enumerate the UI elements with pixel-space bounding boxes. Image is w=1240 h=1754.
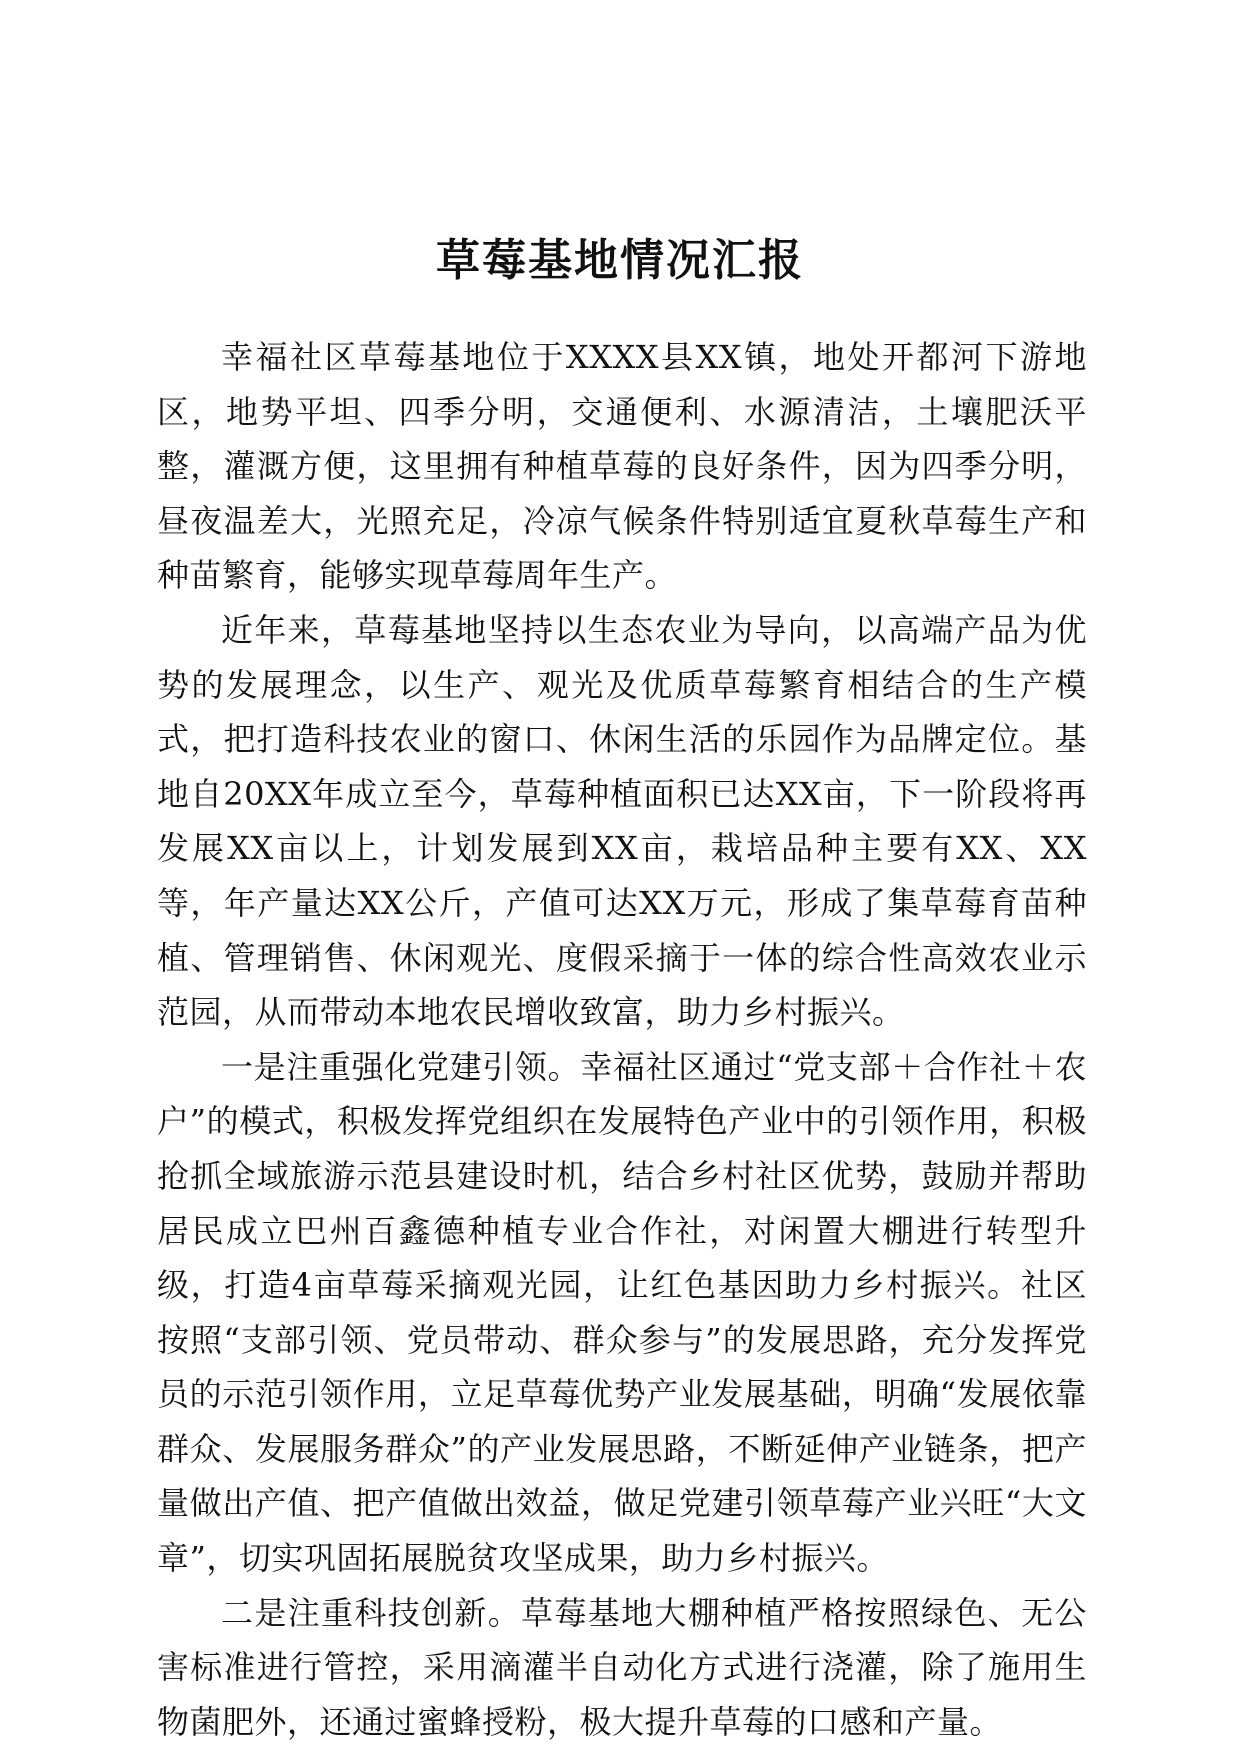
document-title: 草莓基地情况汇报 [436, 235, 804, 287]
paragraph-development: 近年来，草莓基地坚持以生态农业为导向，以高端产品为优势的发展理念，以生产、观光及优质草莓繁育相结合的生产模式，把打造科技农业的窗口、休闲生活的乐园作为品牌定位。基地自20XX年成立至今，草莓种植面积已达XX亩，下一阶段将再发展XX亩以上，计划发展到XX亩，栽培品种主要有XX、XX等，年产量达XX公斤，产值可达XX万元，形成了集草莓育苗种植、管理销售、休闲观光、度假采摘于一体的综合性高效农业示范园，从而带动本地农民增收致富，助力乡村振兴。 [157, 610, 1087, 1032]
paragraph-tech-innovation: 二是注重科技创新。草莓基地大棚种植严格按照绿色、无公害标准进行管控，采用滴灌半自动化方式进行浇灌，除了施用生物菌肥外，还通过蜜蜂授粉，极大提升草莓的口感和产量。 [157, 1593, 1087, 1741]
document-body [157, 330, 1087, 1749]
paragraph-party-leadership: 一是注重强化党建引领。幸福社区通过“党支部＋合作社＋农户”的模式，积极发挥党组织在发展特色产业中的引领作用，积极抢抓全域旅游示范县建设时机，结合乡村社区优势，鼓励并帮助居民成立巴州百鑫德种植专业合作社，对闲置大棚进行转型升级，打造4亩草莓采摘观光园，让红色基因助力乡村振兴。社区按照“支部引领、党员带动、群众参与”的发展思路，充分发挥党员的示范引领作用，立足草莓优势产业发展基础，明确“发展依靠群众、发展服务群众”的产业发展思路，不断延伸产业链条，把产量做出产值、把产值做出效益，做足党建引领草莓产业兴旺“大文章”，切实巩固拓展脱贫攻坚成果，助力乡村振兴。 [157, 1047, 1087, 1578]
paragraph-location: 幸福社区草莓基地位于XXXX县XX镇，地处开都河下游地区，地势平坦、四季分明，交通便利、水源清洁，土壤肥沃平整，灌溉方便，这里拥有种植草莓的良好条件，因为四季分明，昼夜温差大，光照充足，冷凉气候条件特别适宜夏秋草莓生产和种苗繁育，能够实现草莓周年生产。 [157, 338, 1087, 595]
